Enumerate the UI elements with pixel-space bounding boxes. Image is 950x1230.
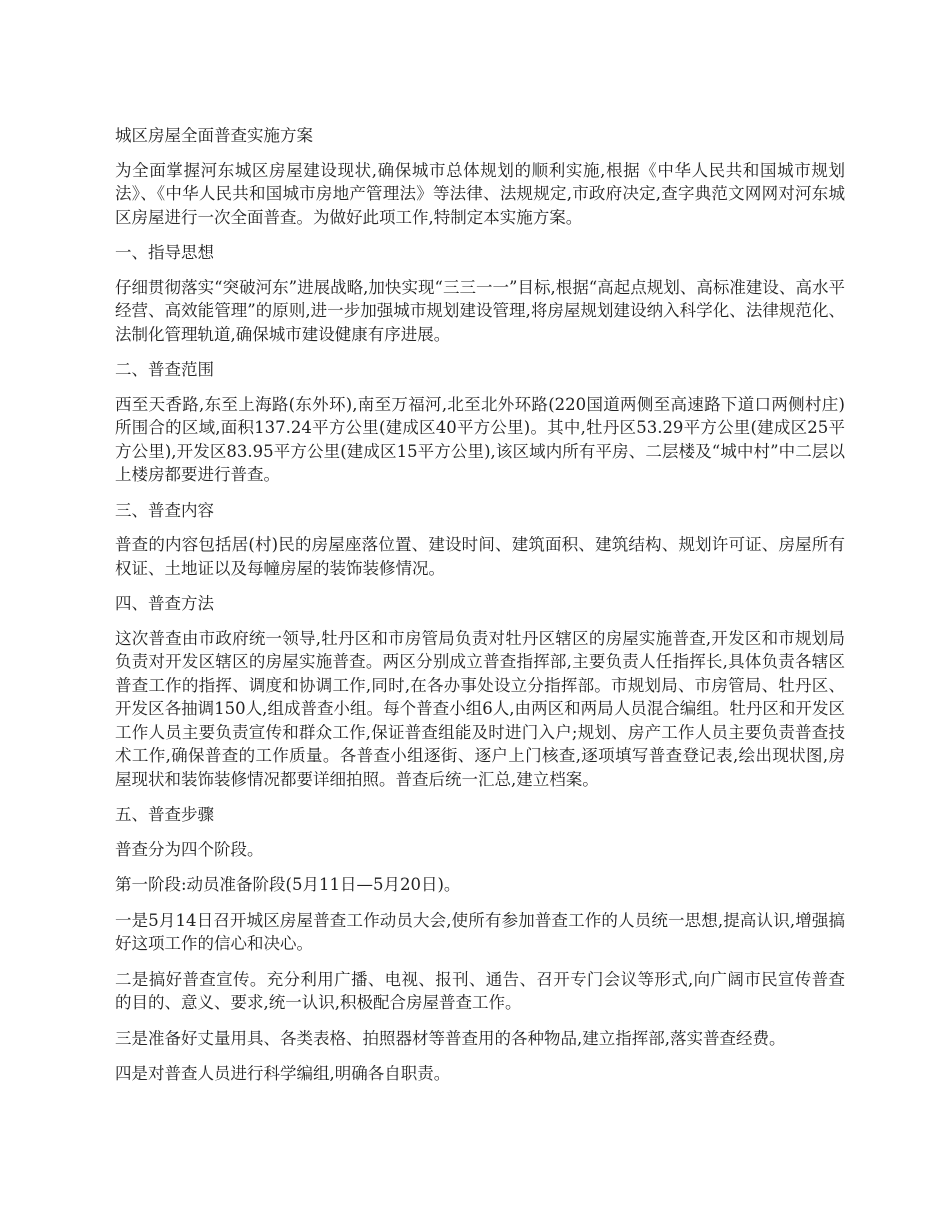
phase-one-item-2: 二是搞好普查宣传。充分利用广播、电视、报刊、通告、召开专门会议等形式,向广阔市民宣传普查的目的、意义、要求,统一认识,积极配合房屋普查工作。 — [115, 969, 845, 1012]
section-heading-guiding-thought: 一、指导思想 — [115, 243, 214, 262]
document-page — [115, 124, 845, 1098]
section-heading-survey-content: 三、普查内容 — [115, 500, 214, 520]
guiding-thought-paragraph: 仔细贯彻落实“突破河东”进展战略,加快实现“三三一一”目标,根据“高起点规划、高标准建设、高水平经营、高效能管理”的原则,进一步加强城市规划建设管理,将房屋规划建设纳入科学化、法律规范化、法制化管理轨道,确保城市建设健康有序进展。 — [115, 277, 845, 344]
phase-one-item-4: 四是对普查人员进行科学编组,明确各自职责。 — [115, 1064, 451, 1083]
section-heading-survey-scope: 二、普查范围 — [115, 360, 214, 379]
phase-one-item-1: 一是5月14日召开城区房屋普查工作动员大会,使所有参加普查工作的人员统一思想,提高认识,增强搞好这项工作的信心和决心。 — [115, 910, 845, 953]
section-heading-survey-method: 四、普查方法 — [115, 594, 214, 613]
document-title: 城区房屋全面普查实施方案 — [115, 126, 313, 145]
phase-one-paragraph: 第一阶段:动员准备阶段(5月11日—5月20日)。 — [115, 875, 461, 894]
survey-content-paragraph: 普查的内容包括居(村)民的房屋座落位置、建设时间、建筑面积、建筑结构、规划许可证、房屋所有权证、土地证以及每幢房屋的装饰装修情况。 — [115, 535, 845, 578]
survey-method-paragraph: 这次普查由市政府统一领导,牡丹区和市房管局负责对牡丹区辖区的房屋实施普查,开发区和市规划局负责对开发区辖区的房屋实施普查。两区分别成立普查指挥部,主要负责人任指挥长,具体负责各辖区普查工作的指挥、调度和协调工作,同时,在各办事处设立分指挥部。市规划局、市房管局、牡丹区、开发区各抽调150人,组成普查小组。每个普查小组6人,由两区和两局人员混合编组。牡丹区和开发区工作人员主要负责宣传和群众工作,保证普查组能及时进门入户;规划、房产工作人员主要负责普查技术工作,确保普查的工作质量。各普查小组逐街、逐户上门核查,逐项填写普查登记表,绘出现状图,房屋现状和装饰装修情况都要详细拍照。普查后统一汇总,建立档案。 — [115, 628, 845, 789]
intro-paragraph: 为全面掌握河东城区房屋建设现状,确保城市总体规划的顺利实施,根据《中华人民共和国城市规划法》、《中华人民共和国城市房地产管理法》等法律、法规规定,市政府决定,查字典范文网网对河东城区房屋进行一次全面普查。为做好此项工作,特制定本实施方案。 — [115, 160, 845, 227]
survey-scope-paragraph: 西至天香路,东至上海路(东外环),南至万福河,北至北外环路(220国道两侧至高速路下道口两侧村庄)所围合的区域,面积137.24平方公里(建成区40平方公里)。其中,牡丹区53.29平方公里(建成区25平方公里),开发区83.95平方公里(建成区15平方公里),该区域内所有平房、二层楼及“城中村”中二层以上楼房都要进行普查。 — [115, 394, 845, 484]
survey-steps-intro: 普查分为四个阶段。 — [115, 839, 264, 859]
phase-one-item-3: 三是准备好丈量用具、各类表格、拍照器材等普查用的各种物品,建立指挥部,落实普查经费。 — [115, 1028, 786, 1048]
section-heading-survey-steps: 五、普查步骤 — [115, 805, 214, 824]
